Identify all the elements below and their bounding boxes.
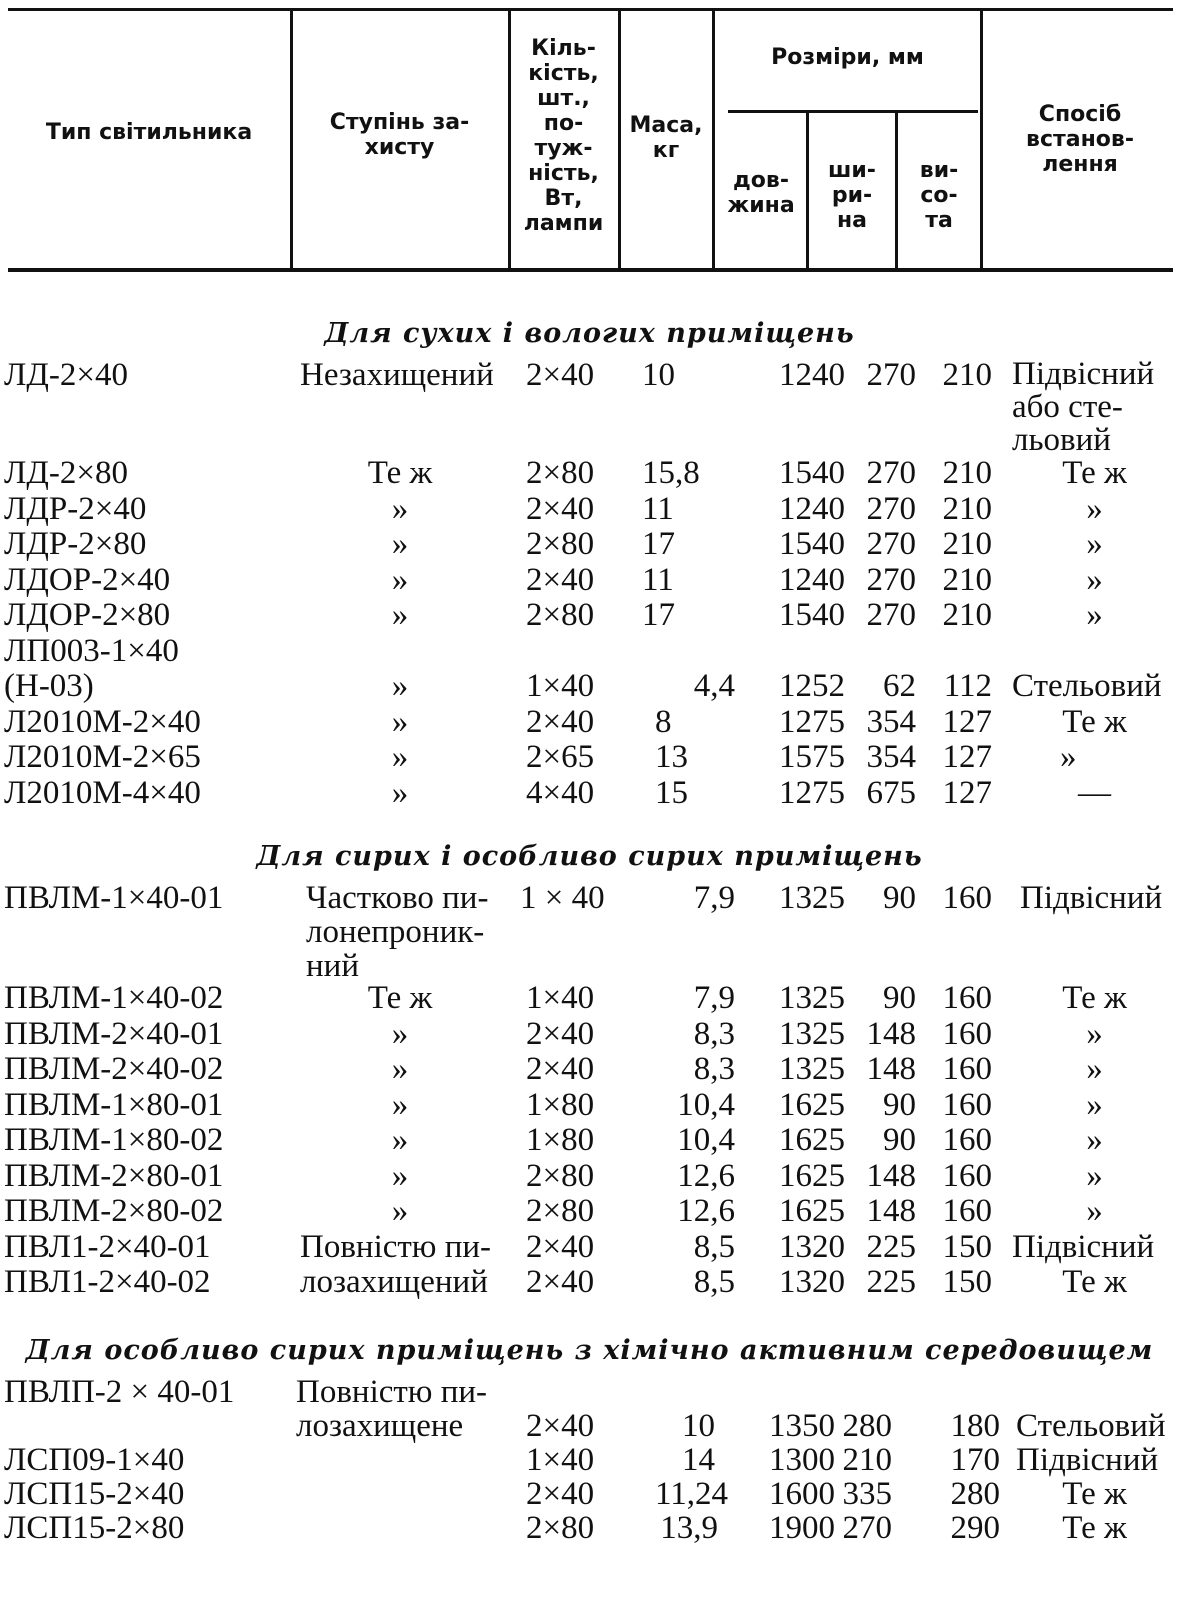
cell-width: 90 xyxy=(883,980,916,1016)
cell-mass: 11 xyxy=(642,561,674,598)
cell-length: 1240 xyxy=(779,357,845,393)
table-row xyxy=(0,563,1179,599)
cell-lamps: 4×40 xyxy=(526,774,595,811)
cell-length: 1325 xyxy=(779,1051,845,1087)
section-title: Для сухих і вологих приміщень xyxy=(324,318,855,349)
cell-height: 290 xyxy=(950,1509,1000,1546)
header-height: ви- со- та xyxy=(919,158,959,233)
cell-length: 1320 xyxy=(779,1264,845,1300)
cell-lamps: 2×40 xyxy=(526,490,595,527)
header-dimensions: Розміри, мм xyxy=(771,45,924,70)
cell-protection: » xyxy=(391,490,409,527)
cell-lamps: 2×40 xyxy=(526,1228,595,1265)
cell-width: 335 xyxy=(842,1475,892,1512)
cell-mass: 13 xyxy=(655,739,688,775)
cell-width: 270 xyxy=(866,597,916,633)
cell-protection: » xyxy=(391,703,409,740)
cell-length: 1600 xyxy=(769,1475,835,1512)
cell-protection: » xyxy=(391,1015,409,1052)
table-row xyxy=(0,598,1179,634)
cell-mount: Стельовий xyxy=(1016,1407,1166,1444)
cell-mass: 8 xyxy=(655,703,672,740)
cell-type: ПВЛМ-1×40-02 xyxy=(4,980,224,1016)
cell-mass: 11,24 xyxy=(654,1475,728,1512)
cell-length: 1240 xyxy=(779,561,845,598)
header-top-rule xyxy=(8,8,1173,11)
cell-lamps: 1×80 xyxy=(526,1086,595,1123)
cell-mass: 10 xyxy=(642,357,675,393)
cell-type: ПВЛМ-2×80-02 xyxy=(4,1193,224,1229)
cell-width: 280 xyxy=(842,1407,892,1444)
cell-width: 354 xyxy=(866,739,916,775)
cell-type: ПВЛМ-1×40-01 xyxy=(4,880,224,916)
cell-length: 1540 xyxy=(779,526,845,562)
cell-protection: » xyxy=(391,597,409,633)
cell-mount: Те ж xyxy=(1062,980,1127,1016)
cell-width: 90 xyxy=(883,880,916,916)
cell-mount: » xyxy=(1086,526,1103,562)
cell-mass: 4,4 xyxy=(693,668,735,704)
cell-length: 1625 xyxy=(779,1086,845,1123)
header-width: ши- ри- на xyxy=(828,158,876,233)
cell-height: 160 xyxy=(942,1157,992,1194)
cell-mass: 8,5 xyxy=(693,1228,735,1265)
cell-mount: » xyxy=(1086,597,1103,633)
cell-height: 127 xyxy=(942,739,992,775)
cell-protection: Частково пи- лонепроник- ний xyxy=(306,880,489,984)
cell-type: ЛСП09-1×40 xyxy=(4,1441,185,1478)
cell-type: ЛДР-2×40 xyxy=(4,490,147,527)
cell-width: 148 xyxy=(866,1193,916,1229)
cell-mass: 10,4 xyxy=(677,1122,735,1158)
table-row xyxy=(0,492,1179,528)
cell-lamps: 2×65 xyxy=(526,739,595,775)
cell-width: 90 xyxy=(883,1122,916,1158)
header-protection: Ступінь за- хисту xyxy=(329,110,470,160)
cell-protection: » xyxy=(391,668,409,704)
section-title: Для особливо сирих приміщень з хімічно активним середовищем xyxy=(25,1334,1154,1366)
cell-mount: — xyxy=(1078,774,1111,811)
cell-protection: » xyxy=(391,1086,409,1123)
cell-mass: 8,3 xyxy=(693,1015,735,1052)
cell-height: 160 xyxy=(942,1051,992,1087)
cell-length: 1300 xyxy=(769,1441,835,1478)
cell-mount: » xyxy=(1086,1157,1103,1194)
cell-lamps: 2×40 xyxy=(526,1264,595,1300)
cell-mount: Підвісний xyxy=(1012,1228,1155,1265)
section-title: Для сирих і особливо сирих приміщень xyxy=(256,841,923,872)
table-row xyxy=(0,456,1179,492)
cell-mount: » xyxy=(1060,739,1077,775)
cell-width: 225 xyxy=(866,1228,916,1265)
cell-length: 1540 xyxy=(779,597,845,633)
cell-width: 148 xyxy=(866,1015,916,1052)
cell-mount: Стельовий xyxy=(1012,668,1162,704)
cell-type: ПВЛМ-1×80-01 xyxy=(4,1086,224,1123)
cell-protection: » xyxy=(391,1051,409,1087)
cell-width: 90 xyxy=(883,1086,916,1123)
cell-mount: Те ж xyxy=(1062,455,1127,491)
cell-type: ПВЛМ-2×40-02 xyxy=(4,1051,224,1087)
table-row xyxy=(0,705,1179,741)
cell-width: 210 xyxy=(842,1441,892,1478)
cell-mass: 7,9 xyxy=(693,980,735,1016)
cell-mass: 17 xyxy=(642,597,675,633)
cell-lamps: 1×40 xyxy=(526,668,595,704)
cell-mass: 10,4 xyxy=(677,1086,735,1123)
table-row xyxy=(0,1123,1179,1159)
cell-mount: » xyxy=(1086,1015,1103,1052)
cell-width: 270 xyxy=(866,561,916,598)
cell-lamps: 2×40 xyxy=(526,1407,595,1444)
cell-width: 675 xyxy=(866,774,916,811)
cell-mount: Те ж xyxy=(1062,1509,1127,1546)
cell-lamps: 2×40 xyxy=(526,1051,595,1087)
cell-length: 1325 xyxy=(779,880,845,916)
cell-mass: 7,9 xyxy=(693,880,735,916)
cell-lamps: 1×40 xyxy=(526,980,595,1016)
cell-length: 1275 xyxy=(779,703,845,740)
cell-protection: » xyxy=(391,561,409,598)
header-mass: Маса, кг xyxy=(629,113,703,163)
cell-length: 1625 xyxy=(779,1193,845,1229)
cell-height: 160 xyxy=(942,1015,992,1052)
cell-length: 1252 xyxy=(779,668,845,704)
cell-mount: Те ж xyxy=(1062,1264,1127,1300)
cell-width: 354 xyxy=(866,703,916,740)
cell-mass: 8,3 xyxy=(693,1051,735,1087)
cell-type: ЛСП15-2×80 xyxy=(4,1509,185,1546)
cell-length: 1575 xyxy=(779,739,845,775)
cell-width: 270 xyxy=(866,526,916,562)
cell-mass: 10 xyxy=(682,1407,715,1444)
table-row xyxy=(0,1194,1179,1230)
cell-mass: 17 xyxy=(642,526,675,562)
cell-lamps: 2×80 xyxy=(526,1157,595,1194)
cell-type: Л2010М-2×40 xyxy=(4,703,201,740)
cell-height: 210 xyxy=(942,490,992,527)
header-lamps: Кіль- кість, шт., по- туж- ність, Вт, лампи xyxy=(523,36,604,236)
table-row xyxy=(0,776,1179,812)
cell-protection: » xyxy=(391,1193,409,1229)
cell-height: 210 xyxy=(942,526,992,562)
cell-type: ПВЛ1-2×40-02 xyxy=(4,1264,211,1300)
cell-mount: Підвісний xyxy=(1016,1441,1159,1478)
header-mount: Спосіб встанов- лення xyxy=(1026,102,1134,177)
cell-protection: » xyxy=(391,774,409,811)
cell-mount: » xyxy=(1086,1051,1103,1087)
cell-height: 127 xyxy=(942,703,992,740)
table-row xyxy=(0,1088,1179,1124)
header-type: Тип світильника xyxy=(45,120,253,145)
cell-protection: Повністю пи- лозахищене xyxy=(296,1373,488,1444)
cell-length: 1325 xyxy=(779,1015,845,1052)
cell-mass: 15,8 xyxy=(642,455,700,491)
cell-lamps: 1×40 xyxy=(526,1441,595,1478)
cell-height: 160 xyxy=(942,1122,992,1158)
cell-length: 1320 xyxy=(779,1228,845,1265)
table-row xyxy=(0,1052,1179,1088)
table-row xyxy=(0,981,1179,1017)
cell-length: 1350 xyxy=(769,1407,835,1444)
cell-type: ПВЛМ-2×80-01 xyxy=(4,1157,224,1194)
table-row xyxy=(0,634,1179,670)
table-body xyxy=(0,310,1179,1545)
cell-height: 160 xyxy=(942,980,992,1016)
cell-mount: » xyxy=(1086,490,1103,527)
cell-lamps: 2×80 xyxy=(526,455,595,491)
cell-mass: 15 xyxy=(655,774,688,811)
cell-mount: Підвісний або сте- льовий xyxy=(1012,356,1155,458)
table-row xyxy=(0,1230,1179,1266)
cell-lamps: 2×40 xyxy=(526,561,595,598)
table-row xyxy=(0,1511,1179,1545)
cell-height: 160 xyxy=(942,1193,992,1229)
cell-lamps: 2×40 xyxy=(526,357,595,393)
cell-lamps: 2×80 xyxy=(526,1193,595,1229)
cell-protection: лозахищений xyxy=(300,1264,488,1300)
cell-type: ЛДР-2×80 xyxy=(4,526,147,562)
cell-height: 150 xyxy=(942,1228,992,1265)
table-row xyxy=(0,669,1179,705)
cell-type: (Н-03) xyxy=(4,668,94,704)
cell-height: 210 xyxy=(942,597,992,633)
cell-type: ЛД-2×40 xyxy=(4,357,128,393)
table-row xyxy=(0,880,1179,984)
cell-lamps: 2×80 xyxy=(526,1509,595,1546)
cell-type: ЛДОР-2×40 xyxy=(4,561,171,598)
cell-length: 1275 xyxy=(779,774,845,811)
cell-height: 180 xyxy=(950,1407,1000,1444)
cell-height: 160 xyxy=(942,880,992,916)
cell-lamps: 2×40 xyxy=(526,1475,595,1512)
cell-mass: 14 xyxy=(682,1441,715,1478)
cell-mount: Те ж xyxy=(1062,1475,1127,1512)
table-row xyxy=(0,740,1179,776)
cell-width: 270 xyxy=(866,490,916,527)
cell-width: 270 xyxy=(866,357,916,393)
dims-divider-rule xyxy=(728,110,978,113)
table-row xyxy=(0,1017,1179,1053)
cell-mount: » xyxy=(1086,561,1103,598)
cell-type: Л2010М-2×65 xyxy=(4,739,201,775)
cell-height: 210 xyxy=(942,455,992,491)
cell-type: ПВЛП-2 × 40-01 xyxy=(4,1373,235,1410)
table-row xyxy=(0,1159,1179,1195)
cell-type: ЛП003-1×40 xyxy=(4,632,179,669)
cell-height: 112 xyxy=(943,668,992,704)
cell-height: 210 xyxy=(942,561,992,598)
cell-mass: 12,6 xyxy=(677,1193,735,1229)
cell-width: 225 xyxy=(866,1264,916,1300)
cell-lamps: 2×40 xyxy=(526,1015,595,1052)
cell-height: 280 xyxy=(950,1475,1000,1512)
cell-lamps: 2×40 xyxy=(526,703,595,740)
cell-lamps: 1×80 xyxy=(526,1122,595,1158)
cell-length: 1240 xyxy=(779,490,845,527)
cell-mount: » xyxy=(1086,1193,1103,1229)
header-length: дов- жина xyxy=(727,168,795,218)
cell-height: 210 xyxy=(942,357,992,393)
cell-width: 148 xyxy=(866,1157,916,1194)
table-header xyxy=(0,0,1179,290)
cell-length: 1900 xyxy=(769,1509,835,1546)
cell-type: ПВЛМ-2×40-01 xyxy=(4,1015,224,1052)
table-row xyxy=(0,1265,1179,1301)
cell-length: 1625 xyxy=(779,1122,845,1158)
cell-width: 270 xyxy=(866,455,916,491)
cell-height: 127 xyxy=(942,774,992,811)
cell-lamps: 2×80 xyxy=(526,597,595,633)
cell-mass: 12,6 xyxy=(677,1157,735,1194)
cell-width: 148 xyxy=(866,1051,916,1087)
cell-lamps: 1 × 40 xyxy=(520,880,605,916)
cell-width: 270 xyxy=(842,1509,892,1546)
cell-mass: 11 xyxy=(642,490,674,527)
cell-height: 160 xyxy=(942,1086,992,1123)
cell-protection: Те ж xyxy=(367,455,433,491)
table-row xyxy=(0,358,1179,456)
table-row xyxy=(0,527,1179,563)
cell-type: ЛДОР-2×80 xyxy=(4,597,171,633)
cell-width: 62 xyxy=(883,668,916,704)
cell-type: ПВЛ1-2×40-01 xyxy=(4,1228,211,1265)
cell-mass: 13,9 xyxy=(660,1509,718,1546)
cell-protection: » xyxy=(391,526,409,562)
cell-mount: » xyxy=(1086,1086,1103,1123)
cell-length: 1325 xyxy=(779,980,845,1016)
cell-mount: Те ж xyxy=(1062,703,1127,740)
cell-mount: » xyxy=(1086,1122,1103,1158)
cell-mount: Підвісний xyxy=(1020,880,1163,916)
cell-protection: » xyxy=(391,739,409,775)
cell-lamps: 2×80 xyxy=(526,526,595,562)
table-row xyxy=(0,1477,1179,1511)
table-row xyxy=(0,1375,1179,1443)
cell-length: 1625 xyxy=(779,1157,845,1194)
cell-height: 170 xyxy=(950,1441,1000,1478)
cell-type: ЛД-2×80 xyxy=(4,455,128,491)
cell-type: ЛСП15-2×40 xyxy=(4,1475,185,1512)
cell-protection: » xyxy=(391,1122,409,1158)
cell-length: 1540 xyxy=(779,455,845,491)
table-row xyxy=(0,1443,1179,1477)
cell-protection: Повністю пи- xyxy=(300,1228,492,1265)
cell-height: 150 xyxy=(942,1264,992,1300)
cell-protection: » xyxy=(391,1157,409,1194)
cell-type: ПВЛМ-1×80-02 xyxy=(4,1122,224,1158)
cell-mass: 8,5 xyxy=(693,1264,735,1300)
cell-type: Л2010М-4×40 xyxy=(4,774,201,811)
cell-protection: Незахищений xyxy=(300,357,494,393)
header-bottom-rule xyxy=(8,268,1173,272)
cell-protection: Те ж xyxy=(367,980,433,1016)
